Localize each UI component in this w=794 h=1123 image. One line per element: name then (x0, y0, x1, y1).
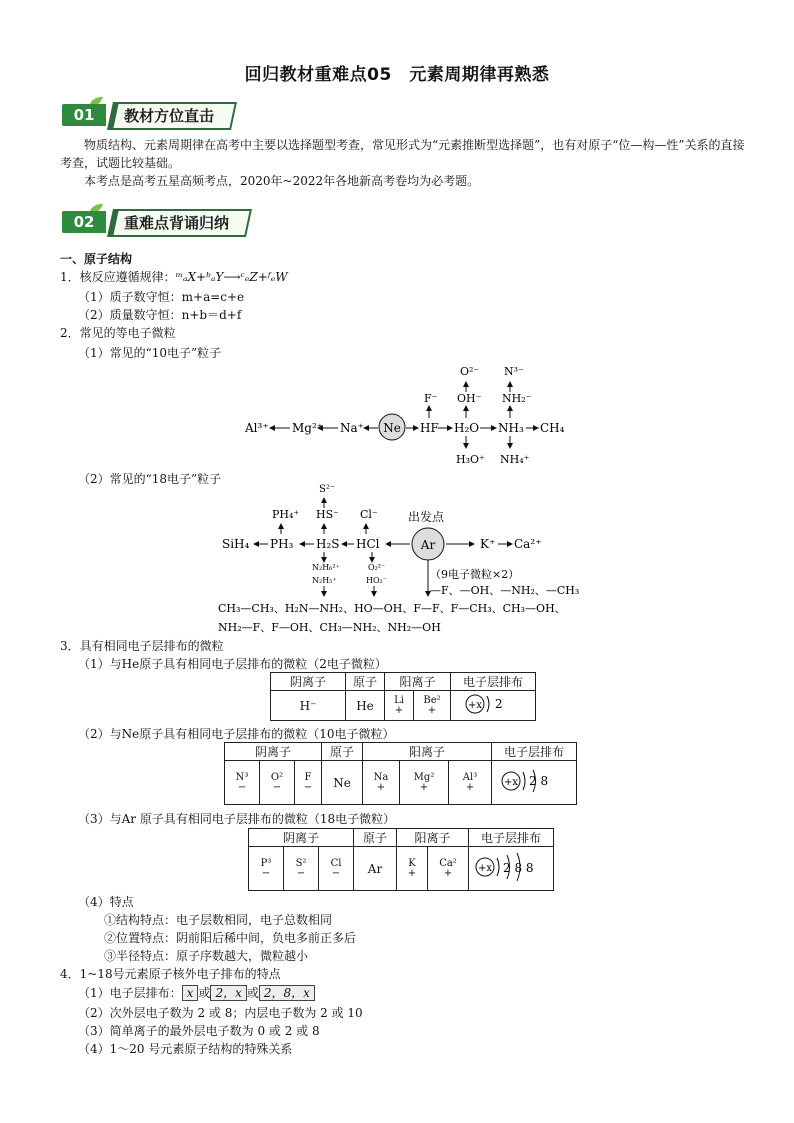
cl-ion: Cl⁻ (360, 508, 378, 521)
anion-cell: O² − (260, 761, 295, 805)
sih4: SiH₄ (222, 537, 250, 551)
shell-layout-line (78, 984, 315, 1002)
molecules-row-1: CH₃—CH₃、H₂N—NH₂、HO—OH、F—F、F—CH₃、CH₃—OH、 (218, 602, 566, 615)
shell-cell (451, 691, 536, 721)
eighteen-electron-head: （2）常见的“18电子”粒子 (78, 472, 222, 486)
al-ion: Al³⁺ (245, 421, 269, 435)
shell-cell (492, 761, 577, 805)
header-cation: 阳离子 (385, 673, 451, 691)
hf: HF (420, 421, 439, 435)
shell-diagram (473, 850, 549, 884)
svg-text:+x: +x (477, 863, 493, 874)
header-cation: 阳离子 (397, 829, 469, 847)
header-atom: 原子 (346, 673, 385, 691)
header-shell: 电子层排布 (451, 673, 536, 691)
ph4-ion: PH₄⁺ (272, 508, 300, 521)
section-number: 02 (62, 211, 106, 233)
h2o: H₂O (454, 421, 480, 435)
cation-cell: Ca² + (428, 847, 469, 891)
ne-table-head: （2）与Ne原子具有相同电子层排布的微粒（10电子微粒） (78, 727, 395, 741)
cation-cell: Al³ + (449, 761, 492, 805)
header-shell: 电子层排布 (492, 743, 577, 761)
anion-cell: S² − (284, 847, 319, 891)
he-table-head: （1）与He原子具有相同电子层排布的微粒（2电子微粒） (78, 657, 387, 671)
anion-cell: P³ − (249, 847, 284, 891)
heading-atomic-structure: 一、原子结构 (60, 252, 133, 266)
start-point-label: 出发点 (408, 510, 445, 524)
anion-cell: Cl − (319, 847, 354, 891)
s-ion: S²⁻ (319, 484, 336, 495)
ph3: PH₃ (270, 537, 294, 551)
ca-ion: Ca²⁺ (514, 537, 542, 551)
o-ion: O²⁻ (460, 365, 480, 378)
intro-paragraph-2: 本考点是高考五星高频考点，2020年~2022年各地新高考卷均为必考题。 (84, 174, 480, 188)
ar-table-head: （3）与Ar 原子具有相同电子层排布的微粒（18电子微粒） (78, 812, 396, 826)
shell-box-1: x (182, 985, 199, 1001)
o2-ion: O₂²⁻ (368, 563, 386, 572)
header-cation: 阳离子 (363, 743, 492, 761)
n2h6-ion: N₂H₆²⁺ (312, 563, 340, 572)
page-title: 回归教材重难点05 元素周期律再熟悉 (244, 65, 550, 85)
n2h5-ion: N₂H₅⁺ (312, 576, 337, 585)
n-ion: N³⁻ (504, 365, 524, 378)
isoelectronic-head: 2．常见的等电子微粒 (60, 326, 176, 340)
ne-label: Ne (383, 421, 401, 435)
special-relation-rule: （4）1～20 号元素原子结构的特殊关系 (78, 1042, 293, 1056)
nh2-ion: NH₂⁻ (502, 392, 532, 405)
header-atom: 原子 (322, 743, 363, 761)
ten-electron-diagram (240, 360, 580, 470)
shell-diagram (499, 766, 569, 796)
shell-cell (469, 847, 554, 891)
section-header-01 (62, 100, 262, 130)
intro-paragraph-1: 物质结构、元素周期律在高考中主要以选择题型考查，常见形式为“元素推断型选择题”，也有对原子“位—构—性”关系的直接考查，试题比较基础。 (60, 138, 745, 170)
header-shell: 电子层排布 (469, 829, 554, 847)
cation-cell: K + (397, 847, 428, 891)
nuclear-rule-label: 1．核反应遵循规律： (60, 270, 176, 284)
mass-conservation: （2）质量数守恒：n+b＝d+f (78, 308, 242, 322)
atom-cell: Ar (354, 847, 397, 891)
ar-table (248, 828, 554, 891)
he-table (270, 672, 536, 721)
or-word: 或 (246, 986, 259, 1000)
svg-text:+x: +x (503, 777, 519, 788)
nine-electron-groups: —F、—OH、—NH₂、—CH₃ (430, 584, 580, 597)
nine-electron-note: （9电子微粒×2） (430, 568, 520, 581)
section-header-02 (62, 207, 282, 237)
anion-cell: N³ − (225, 761, 260, 805)
anion-cell: F − (295, 761, 322, 805)
f-ion: F⁻ (424, 392, 438, 405)
features-head: （4）特点 (78, 895, 134, 909)
cation-cell: Be² + (414, 691, 451, 721)
section-number: 01 (62, 104, 106, 126)
hcl: HCl (356, 537, 380, 551)
svg-text:2: 2 (495, 697, 503, 711)
shell-layout-label: （1）电子层排布： (78, 986, 182, 1000)
atom-cell: He (346, 691, 385, 721)
header-anion: 阴离子 (271, 673, 346, 691)
shell-diagram (463, 692, 523, 716)
anion-cell: H⁻ (271, 691, 346, 721)
shell-box-2: 2，x (210, 985, 246, 1001)
shell-features-head: 4．1~18号元素原子核外电子排布的特点 (60, 967, 281, 981)
svg-text:2 8: 2 8 (529, 774, 549, 788)
section-label: 重难点背诵归纳 (107, 209, 252, 237)
header-anion: 阴离子 (225, 743, 322, 761)
nuclear-rule-equation: ᵐₐX+ᵇₐY⟶ᶜₑZ+ᶠₑW (175, 270, 288, 284)
header-anion: 阴离子 (249, 829, 354, 847)
eighteen-electron-diagram (218, 482, 598, 638)
svg-text:2 8 8: 2 8 8 (503, 861, 534, 875)
proton-conservation: （1）质子数守恒：m+a=c+e (78, 290, 245, 304)
same-shell-head: 3．具有相同电子层排布的微粒 (60, 639, 224, 653)
simple-ion-rule: （3）简单离子的最外层电子数为 0 或 2 或 8 (78, 1024, 320, 1038)
molecules-row-2: NH₂—F、F—OH、CH₃—NH₂、NH₂—OH (218, 621, 441, 634)
h2s: H₂S (316, 537, 340, 551)
ten-electron-head: （1）常见的“10电子”粒子 (78, 346, 222, 360)
h3o-ion: H₃O⁺ (456, 453, 485, 466)
oh-ion: OH⁻ (457, 392, 482, 405)
nh4-ion: NH₄⁺ (500, 453, 530, 466)
atom-cell: Ne (322, 761, 363, 805)
svg-text:+x: +x (467, 700, 483, 711)
nuclear-rule-head (60, 268, 288, 286)
or-word: 或 (198, 986, 211, 1000)
cation-cell: Na + (363, 761, 400, 805)
feature-radius: ③半径特点：原子序数越大，微粒越小 (104, 949, 309, 963)
mg-ion: Mg²⁺ (292, 421, 324, 435)
sub-outer-rule: （2）次外层电子数为 2 或 8；内层电子数为 2 或 10 (78, 1006, 363, 1020)
cation-cell: Mg² + (400, 761, 449, 805)
section-label: 教材方位直击 (107, 102, 237, 130)
ch4: CH₄ (540, 421, 565, 435)
feature-structure: ①结构特点：电子层数相同，电子总数相同 (104, 913, 333, 927)
ne-table (224, 742, 577, 805)
ho2-ion: HO₂⁻ (366, 576, 387, 585)
k-ion: K⁺ (480, 537, 496, 551)
feature-position: ②位置特点：阴前阳后稀中间，负电多前正多后 (104, 931, 357, 945)
nh3: NH₃ (498, 421, 524, 435)
na-ion: Na⁺ (340, 421, 364, 435)
shell-box-3: 2，8，x (259, 985, 315, 1001)
header-atom: 原子 (354, 829, 397, 847)
hs-ion: HS⁻ (316, 508, 339, 521)
ar-label: Ar (420, 538, 436, 552)
cation-cell: Li + (385, 691, 414, 721)
